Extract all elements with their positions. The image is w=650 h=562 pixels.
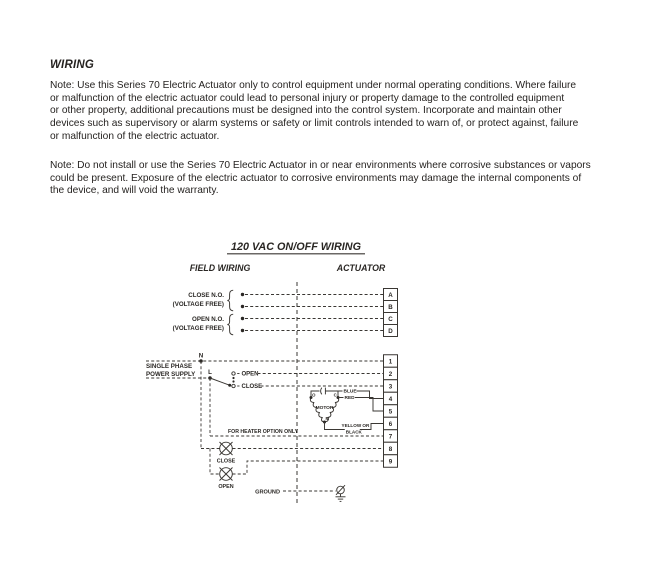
supply-label-2: POWER SUPPLY: [146, 371, 196, 378]
section-heading: WIRING: [50, 59, 94, 71]
wire-blue-label: BLUE: [343, 389, 357, 395]
neutral-label: N: [198, 352, 204, 360]
open-no-label: OPEN N.O.: [192, 316, 224, 323]
text-line: Note: Do not install or use the Series 70 Electric Actuator in or near environments where corrosive substances or vapors: [50, 160, 591, 171]
wire-red-label: RED: [344, 396, 355, 402]
motor-terminal-m: M: [325, 416, 330, 422]
text-line: or other property, additional precautions must be designed into the control system. Incorporate and maintain other: [50, 105, 562, 117]
note-paragraph-1: [50, 80, 610, 144]
ground-label: GROUND: [255, 489, 280, 496]
text-line: Note: Use this Series 70 Electric Actuator only to control equipment under normal operating conditions. Where failure: [50, 80, 577, 91]
terminal-4: 4: [388, 395, 393, 403]
close-no-sublabel: (VOLTAGE FREE): [172, 301, 224, 308]
supply-label: SINGLE PHASE: [146, 363, 193, 370]
diagram-title-group: [190, 241, 386, 273]
diagram-title: 120 VAC ON/OFF WIRING: [231, 241, 361, 253]
terminal-1: 1: [388, 358, 393, 366]
close-lamp-label: CLOSE: [216, 458, 236, 465]
brace-icon: [227, 290, 233, 311]
heater-note: FOR HEATER OPTION ONLY: [228, 429, 299, 435]
text-line: devices such as supervisory or alarm systems or safety or limit controls intended to warn of, or protect against, failure: [50, 118, 579, 130]
wiring-diagram: [130, 230, 430, 520]
terminal-A: A: [388, 291, 393, 299]
switch-close-label: CLOSE: [241, 384, 263, 391]
text-line: or malfunction of the electric actuator.: [50, 130, 220, 142]
terminal-5: 5: [388, 408, 393, 416]
terminal-7: 7: [388, 433, 393, 441]
column-header-actuator: ACTUATOR: [336, 263, 386, 273]
terminal-3: 3: [388, 383, 393, 391]
terminal-B: B: [388, 303, 393, 311]
wire-yellow-label: YELLOW OR: [341, 422, 370, 428]
open-lamp-group: [210, 449, 384, 491]
motor-symbol: [310, 388, 340, 424]
motor-terminal-c: C: [333, 392, 337, 398]
terminal-strip-letters: [384, 289, 398, 337]
note-paragraph-2: [50, 160, 610, 198]
ground-group: [255, 485, 345, 501]
line-label: L: [208, 369, 212, 376]
open-lamp-label: OPEN: [218, 484, 234, 490]
terminal-8: 8: [388, 445, 393, 453]
motor-terminal-o: O: [312, 392, 316, 398]
terminal-strip-numbers: [384, 355, 398, 468]
close-no-group: [173, 290, 384, 311]
capacitor-icon: [321, 388, 322, 395]
column-header-field-wiring: FIELD WIRING: [189, 263, 251, 273]
open-no-sublabel: (VOLTAGE FREE): [172, 325, 224, 332]
terminal-6: 6: [388, 420, 393, 428]
text-line: the device, and will void the warranty.: [50, 185, 219, 197]
text-line: or malfunction of the electric actuator could lead to personal injury or property damage to the controlled equipment: [50, 92, 565, 104]
wire-black-label: BLACK: [345, 429, 362, 435]
switch-open-label: OPEN: [241, 371, 259, 378]
terminal-9: 9: [388, 458, 393, 466]
terminal-2: 2: [388, 370, 393, 378]
terminal-D: D: [388, 327, 393, 335]
motor-label: MOTOR: [315, 405, 334, 411]
brace-icon: [227, 314, 233, 335]
text-line: could be present. Exposure of the electric actuator to corrosive environments may damage the internal components of: [50, 172, 582, 184]
open-no-group: [173, 314, 384, 335]
close-no-label: CLOSE N.O.: [188, 292, 224, 299]
terminal-C: C: [388, 315, 393, 323]
